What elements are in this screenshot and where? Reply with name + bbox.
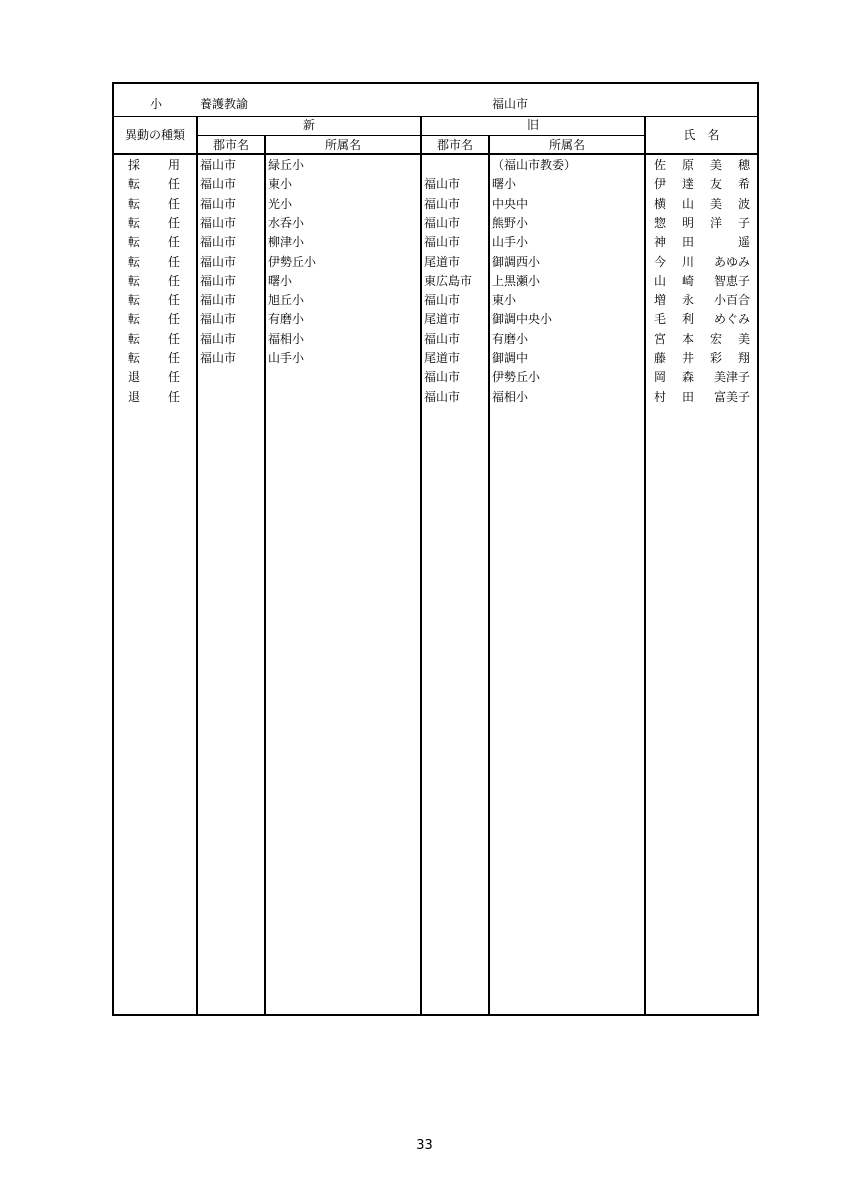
old-school-cell: 東小 <box>492 293 517 308</box>
new-school-cell: 曙小 <box>268 273 293 288</box>
name-part: 明 <box>682 215 695 230</box>
name-part: 横 <box>654 196 667 211</box>
old-school-cell: 御調中央小 <box>492 312 553 327</box>
name-part: 美 <box>710 158 723 172</box>
name-part: 神 <box>654 235 667 250</box>
city-title: 福山市 <box>492 97 529 111</box>
change-type-cell <box>128 351 180 365</box>
change-type-char: 転 <box>128 331 141 346</box>
type-header: 異動の種類 <box>124 128 185 142</box>
column-header-bottom <box>114 153 757 155</box>
old-city-cell: 尾道市 <box>424 254 461 269</box>
new-school-cell: 山手小 <box>268 351 305 365</box>
new-city-cell: 福山市 <box>200 215 237 230</box>
old-school-cell: 御調西小 <box>492 254 541 269</box>
change-type-char: 任 <box>167 235 180 250</box>
name-part: 原 <box>682 158 695 172</box>
change-type-char: 任 <box>167 215 180 230</box>
old-school-cell: 熊野小 <box>492 215 529 230</box>
col-divider-2 <box>264 135 266 1014</box>
old-city-cell: 福山市 <box>424 235 461 250</box>
name-cell <box>654 158 750 172</box>
name-part: 永 <box>682 293 695 308</box>
change-type-cell <box>128 332 180 346</box>
old-city-cell: 尾道市 <box>424 351 461 365</box>
change-type-char: 退 <box>128 370 141 385</box>
old-city-header: 郡市名 <box>436 138 473 152</box>
new-school-cell: 水呑小 <box>268 215 305 230</box>
name-part: 美津子 <box>713 370 750 385</box>
old-school-cell: 中央中 <box>492 196 529 211</box>
name-part: 村 <box>654 389 667 404</box>
name-part: 毛 <box>654 312 667 327</box>
change-type-cell <box>128 255 180 269</box>
old-city-cell: 福山市 <box>424 215 461 230</box>
name-part: 美 <box>738 331 751 346</box>
name-part: 田 <box>682 389 695 404</box>
change-type-cell <box>128 293 180 307</box>
new-city-cell: 福山市 <box>200 312 237 327</box>
col-divider-5 <box>644 116 646 1014</box>
name-part: 藤 <box>654 351 667 365</box>
change-type-cell <box>128 177 180 191</box>
name-cell <box>654 197 750 211</box>
old-school-cell: 曙小 <box>492 177 517 192</box>
new-city-cell: 福山市 <box>200 293 237 308</box>
name-part: 田 <box>682 235 695 250</box>
name-part: 小百合 <box>713 293 750 308</box>
old-city-cell: 福山市 <box>424 196 461 211</box>
new-school-cell: 福相小 <box>268 331 305 346</box>
new-school-cell: 東小 <box>268 177 293 192</box>
old-city-cell: 福山市 <box>424 177 461 192</box>
change-type-char: 任 <box>167 196 180 211</box>
name-cell <box>654 255 750 269</box>
change-type-cell <box>128 235 180 249</box>
name-part: 洋 <box>710 215 723 230</box>
name-cell <box>654 312 750 326</box>
old-school-cell: 上黒瀬小 <box>492 273 541 288</box>
change-type-cell <box>128 274 180 288</box>
change-type-char: 転 <box>128 351 141 365</box>
change-type-char: 転 <box>128 293 141 308</box>
old-city-cell: 福山市 <box>424 389 461 404</box>
change-type-char: 転 <box>128 312 141 327</box>
new-school-cell: 緑丘小 <box>268 158 305 172</box>
name-part: 希 <box>738 177 751 192</box>
name-part: めぐみ <box>713 312 750 327</box>
new-city-cell: 福山市 <box>200 331 237 346</box>
name-part: 宏 <box>710 331 723 346</box>
new-city-cell: 福山市 <box>200 273 237 288</box>
old-city-cell: 福山市 <box>424 293 461 308</box>
name-part: 波 <box>738 196 751 211</box>
new-city-cell: 福山市 <box>200 235 237 250</box>
change-type-cell <box>128 312 180 326</box>
change-type-cell <box>128 197 180 211</box>
name-part: 友 <box>710 177 723 192</box>
new-city-cell: 福山市 <box>200 196 237 211</box>
change-type-char: 転 <box>128 273 141 288</box>
change-type-cell <box>128 158 180 172</box>
change-type-char: 任 <box>167 273 180 288</box>
change-type-char: 任 <box>167 312 180 327</box>
change-type-char: 任 <box>167 293 180 308</box>
change-type-char: 転 <box>128 196 141 211</box>
name-part: 森 <box>682 370 695 385</box>
name-part: 惣 <box>654 215 667 230</box>
position-title: 養護教諭 <box>200 97 249 111</box>
name-cell <box>654 293 750 307</box>
name-part: 利 <box>682 312 695 327</box>
change-type-char: 用 <box>167 158 180 172</box>
name-cell <box>654 216 750 230</box>
change-type-char: 採 <box>128 158 141 172</box>
name-part: 美 <box>710 196 723 211</box>
name-part: 川 <box>682 254 695 269</box>
group-divider-new <box>196 135 420 136</box>
col-divider-4 <box>488 135 490 1014</box>
change-type-cell <box>128 390 180 404</box>
name-cell <box>654 370 750 384</box>
name-part: 智恵子 <box>713 273 750 288</box>
name-part: 岡 <box>654 370 667 385</box>
new-city-cell: 福山市 <box>200 177 237 192</box>
name-part: 翔 <box>738 351 751 365</box>
change-type-char: 転 <box>128 235 141 250</box>
header-divider <box>114 116 757 117</box>
change-type-char: 転 <box>128 254 141 269</box>
old-school-cell: 山手小 <box>492 235 529 250</box>
new-city-header: 郡市名 <box>212 138 249 152</box>
col-divider-1 <box>196 116 198 1014</box>
old-school-cell: 伊勢丘小 <box>492 370 541 385</box>
change-type-char: 転 <box>128 215 141 230</box>
old-group-header: 旧 <box>526 118 539 132</box>
old-city-cell: 東広島市 <box>424 273 473 288</box>
name-part: 彩 <box>710 351 723 365</box>
new-school-cell: 伊勢丘小 <box>268 254 317 269</box>
name-part: 山 <box>654 273 667 288</box>
new-city-cell: 福山市 <box>200 351 237 365</box>
change-type-char: 任 <box>167 254 180 269</box>
name-cell <box>654 332 750 346</box>
old-school-cell: 有磨小 <box>492 331 529 346</box>
new-city-cell: 福山市 <box>200 158 237 172</box>
page-number: 33 <box>416 1138 433 1153</box>
change-type-char: 退 <box>128 389 141 404</box>
change-type-char: 任 <box>167 389 180 404</box>
name-part: 宮 <box>654 331 667 346</box>
name-cell <box>654 235 750 249</box>
change-type-char: 任 <box>167 351 180 365</box>
old-city-cell: 尾道市 <box>424 312 461 327</box>
change-type-cell <box>128 216 180 230</box>
name-part: あゆみ <box>713 254 750 269</box>
name-part: 富美子 <box>713 389 750 404</box>
new-school-cell: 柳津小 <box>268 235 305 250</box>
name-cell <box>654 351 750 365</box>
name-part: 本 <box>682 331 695 346</box>
old-city-cell: 福山市 <box>424 370 461 385</box>
name-part: 今 <box>654 254 667 269</box>
name-part: 山 <box>682 196 695 211</box>
name-part: 佐 <box>654 158 667 172</box>
col-divider-3 <box>420 116 422 1014</box>
old-school-header: 所属名 <box>548 138 585 152</box>
new-school-cell: 有磨小 <box>268 312 305 327</box>
name-part: 増 <box>654 293 667 308</box>
new-group-header: 新 <box>302 118 315 132</box>
school-level: 小 <box>150 97 163 111</box>
name-part: 遥 <box>738 235 751 250</box>
change-type-char: 転 <box>128 177 141 192</box>
group-divider-old <box>420 135 644 136</box>
change-type-char: 任 <box>167 177 180 192</box>
old-city-cell: 福山市 <box>424 331 461 346</box>
old-school-cell: （福山市教委） <box>492 158 577 172</box>
old-school-cell: 御調中 <box>492 351 529 365</box>
name-header: 氏 名 <box>683 128 720 142</box>
name-part: 井 <box>682 351 695 365</box>
change-type-char: 任 <box>167 331 180 346</box>
name-part: 伊 <box>654 177 667 192</box>
new-city-cell: 福山市 <box>200 254 237 269</box>
old-school-cell: 福相小 <box>492 389 529 404</box>
name-part: 崎 <box>682 273 695 288</box>
name-part: 穂 <box>738 158 751 172</box>
name-cell <box>654 274 750 288</box>
new-school-header: 所属名 <box>324 138 361 152</box>
name-part: 子 <box>738 215 751 230</box>
change-type-char: 任 <box>167 370 180 385</box>
name-cell <box>654 390 750 404</box>
name-cell <box>654 177 750 191</box>
new-school-cell: 旭丘小 <box>268 293 305 308</box>
change-type-cell <box>128 370 180 384</box>
personnel-table <box>112 82 759 1016</box>
new-school-cell: 光小 <box>268 196 293 211</box>
name-part: 達 <box>682 177 695 192</box>
